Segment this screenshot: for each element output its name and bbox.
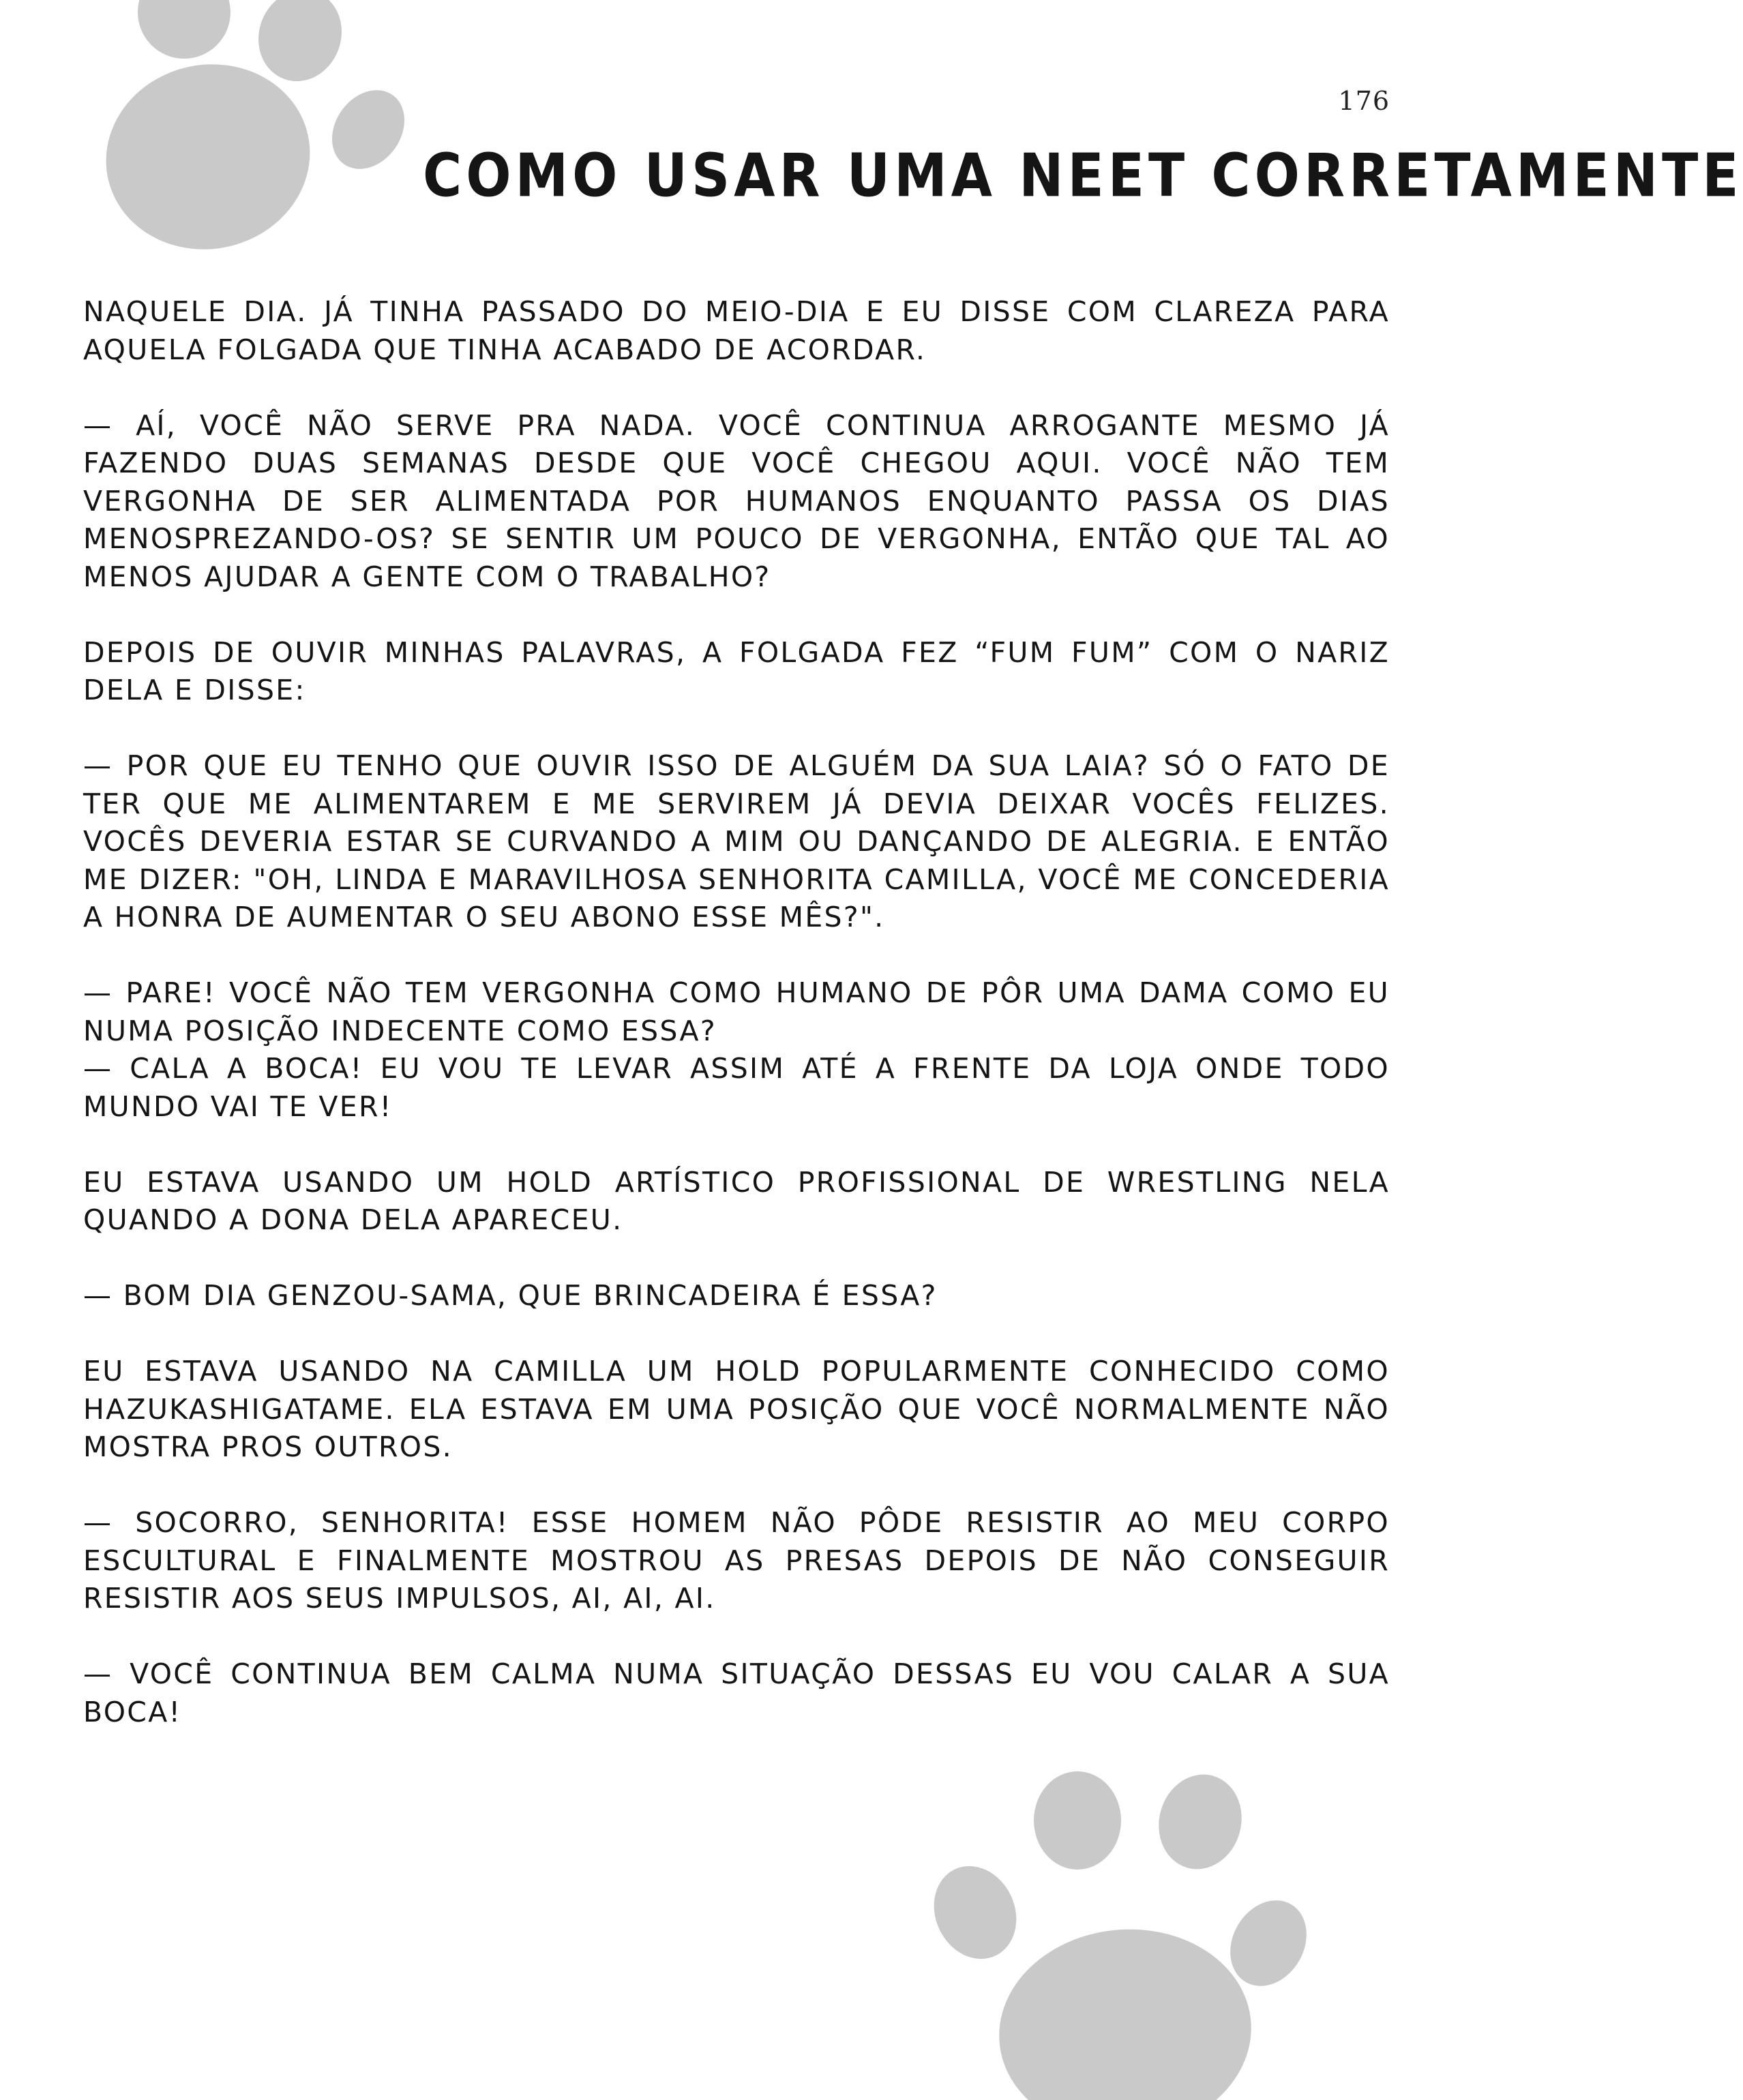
paw-print-icon (82, 0, 402, 273)
paw-print-icon (914, 1773, 1296, 2100)
paragraph: — POR QUE EU TENHO QUE OUVIR ISSO DE ALGUÉM DA SUA LAIA? SÓ O FATO DE TER QUE ME ALIMENTAREM E ME SERVIREM JÁ DEVIA DEIXAR VOCÊS FELIZES. VOCÊS DEVERIA ESTAR SE CURVANDO A MIM OU DANÇANDO DE ALEGRIA. E ENTÃO ME DIZER: "OH, LINDA E MARAVILHOSA SENHORITA CAMILLA, VOCÊ ME CONCEDERIA A HONRA DE AUMENTAR O SEU ABONO ESSE MÊS?". (83, 749, 1390, 933)
page-number: 176 (1338, 86, 1390, 116)
paragraph: EU ESTAVA USANDO NA CAMILLA UM HOLD POPULARMENTE CONHECIDO COMO HAZUKASHIGATAME. ELA ESTAVA EM UMA POSIÇÃO QUE VOCÊ NORMALMENTE NÃO MOSTRA PROS OUTROS. (83, 1355, 1390, 1463)
paragraph: NAQUELE DIA. JÁ TINHA PASSADO DO MEIO-DIA E EU DISSE COM CLAREZA PARA AQUELA FOLGADA QUE TINHA ACABADO DE ACORDAR. (83, 295, 1390, 366)
paragraph: — SOCORRO, SENHORITA! ESSE HOMEM NÃO PÔDE RESISTIR AO MEU CORPO ESCULTURAL E FINALMENTE MOSTROU AS PRESAS DEPOIS DE NÃO CONSEGUIR RESISTIR AOS SEUS IMPULSOS, AI, AI, AI. (83, 1506, 1390, 1615)
paragraph: — BOM DIA GENZOU-SAMA, QUE BRINCADEIRA É ESSA? (83, 1279, 938, 1312)
paragraph: — VOCÊ CONTINUA BEM CALMA NUMA SITUAÇÃO DESSAS EU VOU CALAR A SUA BOCA! (83, 1657, 1390, 1728)
paragraph: — PARE! VOCÊ NÃO TEM VERGONHA COMO HUMANO DE PÔR UMA DAMA COMO EU NUMA POSIÇÃO INDECENTE COMO ESSA? (83, 976, 1390, 1047)
paragraph: — AÍ, VOCÊ NÃO SERVE PRA NADA. VOCÊ CONTINUA ARROGANTE MESMO JÁ FAZENDO DUAS SEMANAS DESDE QUE VOCÊ CHEGOU AQUI. VOCÊ NÃO TEM VERGONHA DE SER ALIMENTADA POR HUMANOS ENQUANTO PASSA OS DIAS MENOSPREZANDO-OS? SE SENTIR UM POUCO DE VERGONHA, ENTÃO QUE TAL AO MENOS AJUDAR A GENTE COM O TRABALHO? (83, 408, 1390, 593)
paragraph: — CALA A BOCA! EU VOU TE LEVAR ASSIM ATÉ A FRENTE DA LOJA ONDE TODO MUNDO VAI TE VER! (83, 1052, 1390, 1123)
body-text (83, 293, 1390, 1769)
chapter-title: COMO USAR UMA NEET CORRETAMENTE (423, 142, 1743, 211)
paragraph: EU ESTAVA USANDO UM HOLD ARTÍSTICO PROFISSIONAL DE WRESTLING NELA QUANDO A DONA DELA APARECEU. (83, 1165, 1390, 1236)
paragraph: DEPOIS DE OUVIR MINHAS PALAVRAS, A FOLGADA FEZ “FUM FUM” COM O NARIZ DELA E DISSE: (83, 635, 1390, 706)
